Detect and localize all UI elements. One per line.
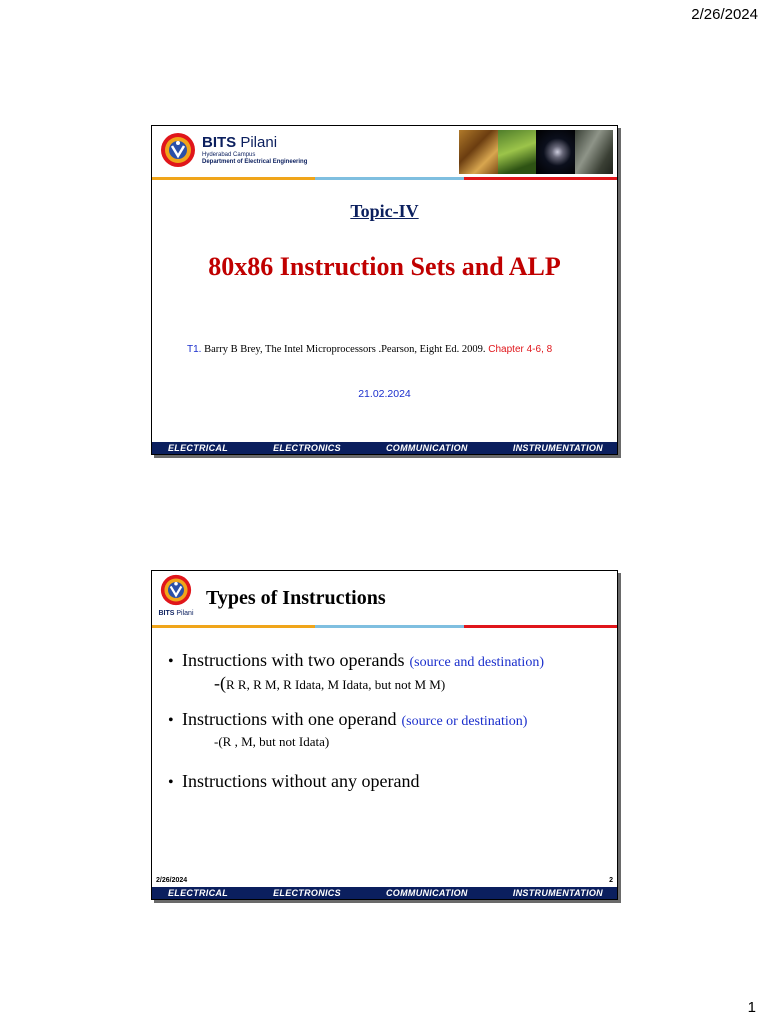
brand-small [154,610,198,617]
slide-2 [151,570,618,900]
page-number: 1 [747,999,756,1016]
bullet-text: Instructions with two operands [182,650,405,670]
ref-prefix: T1. [187,344,202,355]
slide-title: Types of Instructions [206,587,386,609]
footer-item: ELECTRICAL [168,443,228,453]
header-photo-strip [459,130,613,174]
page-date: 2/26/2024 [691,6,758,23]
bullet-accent: (source or destination) [401,714,528,729]
topic-heading: Topic-IV [350,201,419,221]
bits-pilani-crest-icon [160,132,196,168]
footer-item: INSTRUMENTATION [512,888,603,898]
bullet-text: Instructions with one operand [182,709,397,729]
brand-name-bold: BITS [202,134,237,151]
footer-item: ELECTRICAL [168,888,228,898]
list-item [168,649,607,674]
ref-chapter: Chapter 4-6, 8 [485,344,553,355]
slide-1 [151,125,618,455]
bits-pilani-crest-icon [160,574,192,606]
brand-dept: Department of Electrical Engineering [202,159,308,165]
footer-bar [152,887,617,899]
subline-text: R R, R M, R Idata, M Idata, but not M M) [226,677,446,692]
header-color-bar [152,177,617,180]
bullet-dot-icon: • [168,774,174,791]
footer-item: COMMUNICATION [386,443,468,453]
footer-item: ELECTRONICS [273,888,341,898]
lecture-date: 21.02.2024 [358,388,411,400]
brand-small-bold: BITS [158,610,175,617]
bullet-subline [214,674,607,694]
brand-name-rest: Pilani [236,134,278,151]
brand-small-rest: Pilani [174,610,194,617]
ref-text: Barry B Brey, The Intel Microprocessors .Pearson, Eight Ed. 2009. [201,344,486,355]
brand-block [202,135,307,166]
brand-name [202,135,307,150]
photo-circuit-board [498,130,537,174]
slide-footer-date: 2/26/2024 [156,877,188,884]
footer-item: INSTRUMENTATION [512,443,603,453]
bullet-list [168,649,607,794]
bullet-text: Instructions without any operand [182,771,420,791]
footer-bar [152,442,617,454]
subline-text: -(R , M, but not Idata) [214,734,330,749]
subline-prefix: -( [214,673,226,693]
bullet-accent: (source and destination) [409,655,544,670]
slide-number: 2 [609,877,613,884]
photo-instrumentation [575,130,614,174]
bullet-dot-icon: • [168,653,174,670]
reference-line [187,344,552,355]
bullet-dot-icon: • [168,712,174,729]
photo-satellite [536,130,575,174]
header-color-bar [152,625,617,628]
slide-title: 80x86 Instruction Sets and ALP [208,252,561,281]
list-item [168,770,607,794]
brand-campus: Hyderabad Campus [202,152,256,158]
bullet-subline [214,733,607,752]
photo-power-tower [459,130,498,174]
footer-item: ELECTRONICS [273,443,341,453]
footer-item: COMMUNICATION [386,888,468,898]
list-item [168,708,607,733]
